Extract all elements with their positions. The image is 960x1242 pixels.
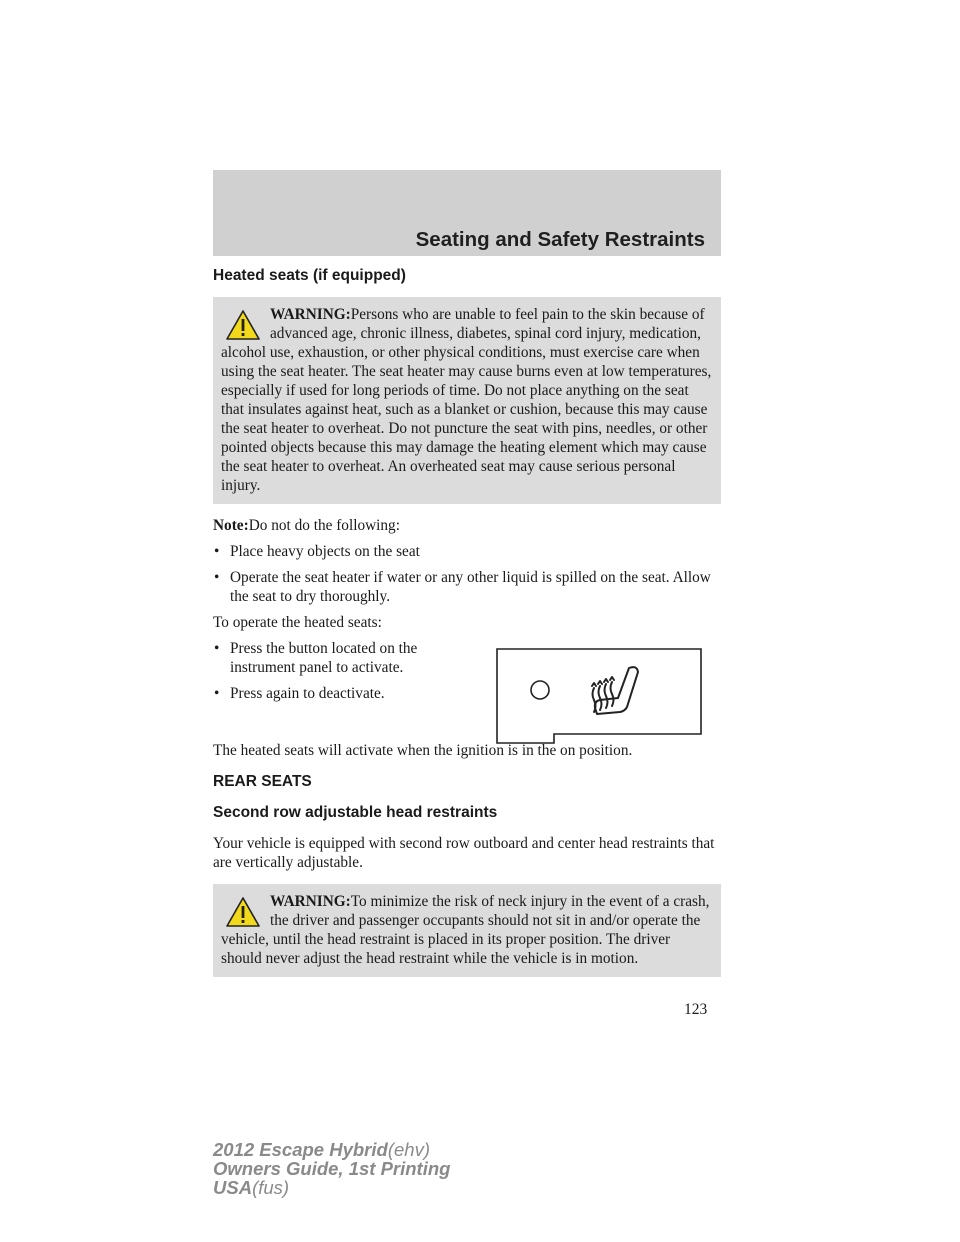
warning-body: To minimize the risk of neck injury in the event of a crash, the driver and passenger occupants should not sit in and/or operate the vehicle, until the head restraint is placed in its proper position. The driver should never adjust the head restraint while the vehicle is in motion.	[221, 893, 710, 967]
bullet-mark: •	[214, 543, 220, 560]
operate-bullet-list	[213, 639, 473, 703]
warning-triangle-icon	[225, 896, 261, 928]
indicator-light-icon	[531, 681, 549, 699]
head-restraints-heading: Second row adjustable head restraints	[213, 804, 498, 821]
list-item-text: Place heavy objects on the seat	[230, 543, 420, 560]
list-item-text: Press the button located on the instrument panel to activate.	[230, 640, 418, 676]
bullet-mark: •	[214, 640, 220, 657]
note-text: Do not do the following:	[248, 517, 400, 534]
footer-model: 2012 Escape Hybrid	[213, 1139, 388, 1160]
bullet-mark: •	[214, 569, 220, 586]
rear-seats-warning-text	[221, 892, 713, 968]
footer-line-1	[213, 1140, 450, 1159]
operate-intro: To operate the heated seats:	[213, 614, 382, 631]
list-item-text: Press again to deactivate.	[230, 685, 385, 702]
footer-market: USA	[213, 1177, 253, 1198]
page-number: 123	[684, 1001, 708, 1018]
warning-label: WARNING:	[270, 306, 351, 323]
list-item	[213, 568, 721, 606]
list-item	[213, 684, 473, 703]
footer-model-code: (ehv)	[387, 1139, 430, 1160]
activation-paragraph: The heated seats will activate when the ignition is in the on position.	[213, 742, 633, 759]
rear-seats-heading: REAR SEATS	[213, 773, 312, 790]
section-header-band	[213, 170, 721, 256]
warning-label: WARNING:	[270, 893, 351, 910]
warning-body: Persons who are unable to feel pain to the skin because of advanced age, chronic illness, diabetes, spinal cord injury, medication, alcohol use, exhaustion, or other physical conditions, must exercise care when using the seat heater. The seat heater may cause burns even at low temperatures, especially if used for long periods of time. Do not place anything on the seat that insulates against heat, such as a blanket or cushion, because this may cause the seat heater to overheat. Do not puncture the seat with pins, needles, or other pointed objects because this may damage the heating element which may cause the seat heater to overheat. An overheated seat may cause serious personal injury.	[221, 306, 712, 494]
note-label: Note:	[213, 517, 249, 534]
rear-seats-warning-box	[213, 884, 721, 977]
page-content	[213, 266, 721, 989]
list-item	[213, 639, 473, 677]
note-bullet-list	[213, 542, 721, 606]
footer-line-3	[213, 1178, 450, 1197]
footer-market-code: (fus)	[252, 1177, 290, 1198]
footer-print-info	[213, 1140, 450, 1197]
bullet-mark: •	[214, 685, 220, 702]
operate-block	[213, 613, 721, 737]
heated-seats-warning-box	[213, 297, 721, 504]
heated-seats-warning-text	[221, 305, 713, 495]
footer-line-2: Owners Guide, 1st Printing	[213, 1158, 451, 1179]
heated-seats-heading: Heated seats (if equipped)	[213, 267, 406, 284]
warning-triangle-icon	[225, 309, 261, 341]
head-restraints-intro: Your vehicle is equipped with second row outboard and center head restraints that are vertically adjustable.	[213, 835, 715, 871]
heated-seat-button-illustration	[496, 648, 702, 744]
section-title: Seating and Safety Restraints	[415, 228, 705, 251]
list-item-text: Operate the seat heater if water or any other liquid is spilled on the seat. Allow the seat to dry thoroughly.	[230, 569, 711, 605]
note-paragraph	[213, 516, 721, 535]
list-item	[213, 542, 721, 561]
